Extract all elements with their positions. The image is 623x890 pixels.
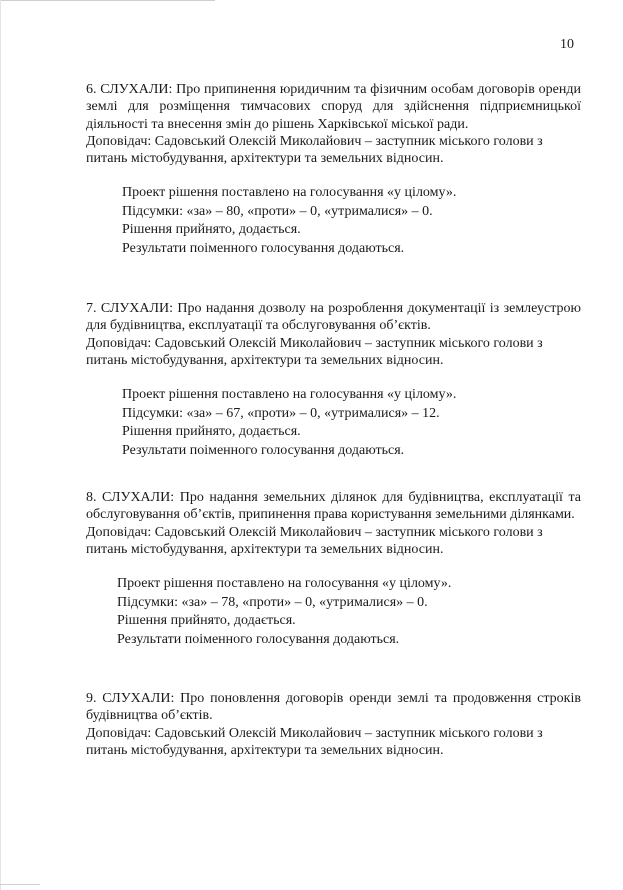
speaker-text: Доповідач: Садовський Олексій Миколайович – заступник міського голови з питань містобудування, архітектури та земельних відносин. [86,133,543,167]
agenda-item-6 [86,81,581,258]
speaker-text: Доповідач: Садовський Олексій Миколайович – заступник міського голови з питань містобудування, архітектури та земельних відносин. [86,725,543,758]
scan-edge-top [0,0,215,1]
vote-result-text: Підсумки: «за» – 67, «проти» – 0, «утрималися» – 12. [122,405,440,421]
roll-call-text: Результати поіменного голосування додаються. [117,631,400,647]
agenda-item-9 [86,690,581,759]
roll-call-text: Результати поіменного голосування додаються. [122,240,405,256]
page-number: 10 [560,37,574,52]
vote-block [117,575,581,649]
decision-text: Рішення прийнято, додається. [117,613,296,629]
speaker-text: Доповідач: Садовський Олексій Миколайович – заступник міського голови з питань містобудування, архітектури та земельних відносин. [86,524,543,557]
vote-block [122,386,581,460]
agenda-item-7 [86,300,581,460]
heard-text: 8. СЛУХАЛИ: Про надання земельних ділянок для будівництва, експлуатації та обслуговування об’єктів, припинення права користування земельними ділянками. [86,490,581,523]
heard-text: 7. СЛУХАЛИ: Про надання дозволу на розроблення документації із землеустрою для будівництва, експлуатації та обслуговування об’єктів. [86,301,581,334]
scan-edge-left [0,0,1,890]
vote-result-text: Підсумки: «за» – 78, «проти» – 0, «утрималися» – 0. [117,594,428,610]
vote-put-text: Проект рішення поставлено на голосування «у цілому». [117,576,452,592]
speaker-text: Доповідач: Садовський Олексій Миколайович – заступник міського голови з питань містобудування, архітектури та земельних відносин. [86,335,543,368]
roll-call-text: Результати поіменного голосування додаються. [122,442,405,458]
agenda-item-8 [86,489,581,649]
heard-text: 9. СЛУХАЛИ: Про поновлення договорів оренди землі та продовження строків будівництва об’єктів. [86,691,581,724]
vote-result-text: Підсумки: «за» – 80, «проти» – 0, «утрималися» – 0. [122,203,433,219]
heard-text: 6. СЛУХАЛИ: Про припинення юридичним та фізичним особам договорів оренди землі для розміщення тимчасових споруд для здійснення підприємницької діяльності та внесення змін до рішень Харківської міської ради. [86,82,581,132]
decision-text: Рішення прийнято, додається. [122,424,301,440]
vote-put-text: Проект рішення поставлено на голосування «у цілому». [122,387,457,403]
scan-edge-bottom [0,884,40,885]
vote-put-text: Проект рішення поставлено на голосування «у цілому». [122,185,457,201]
decision-text: Рішення прийнято, додається. [122,222,301,238]
vote-block [122,184,581,258]
